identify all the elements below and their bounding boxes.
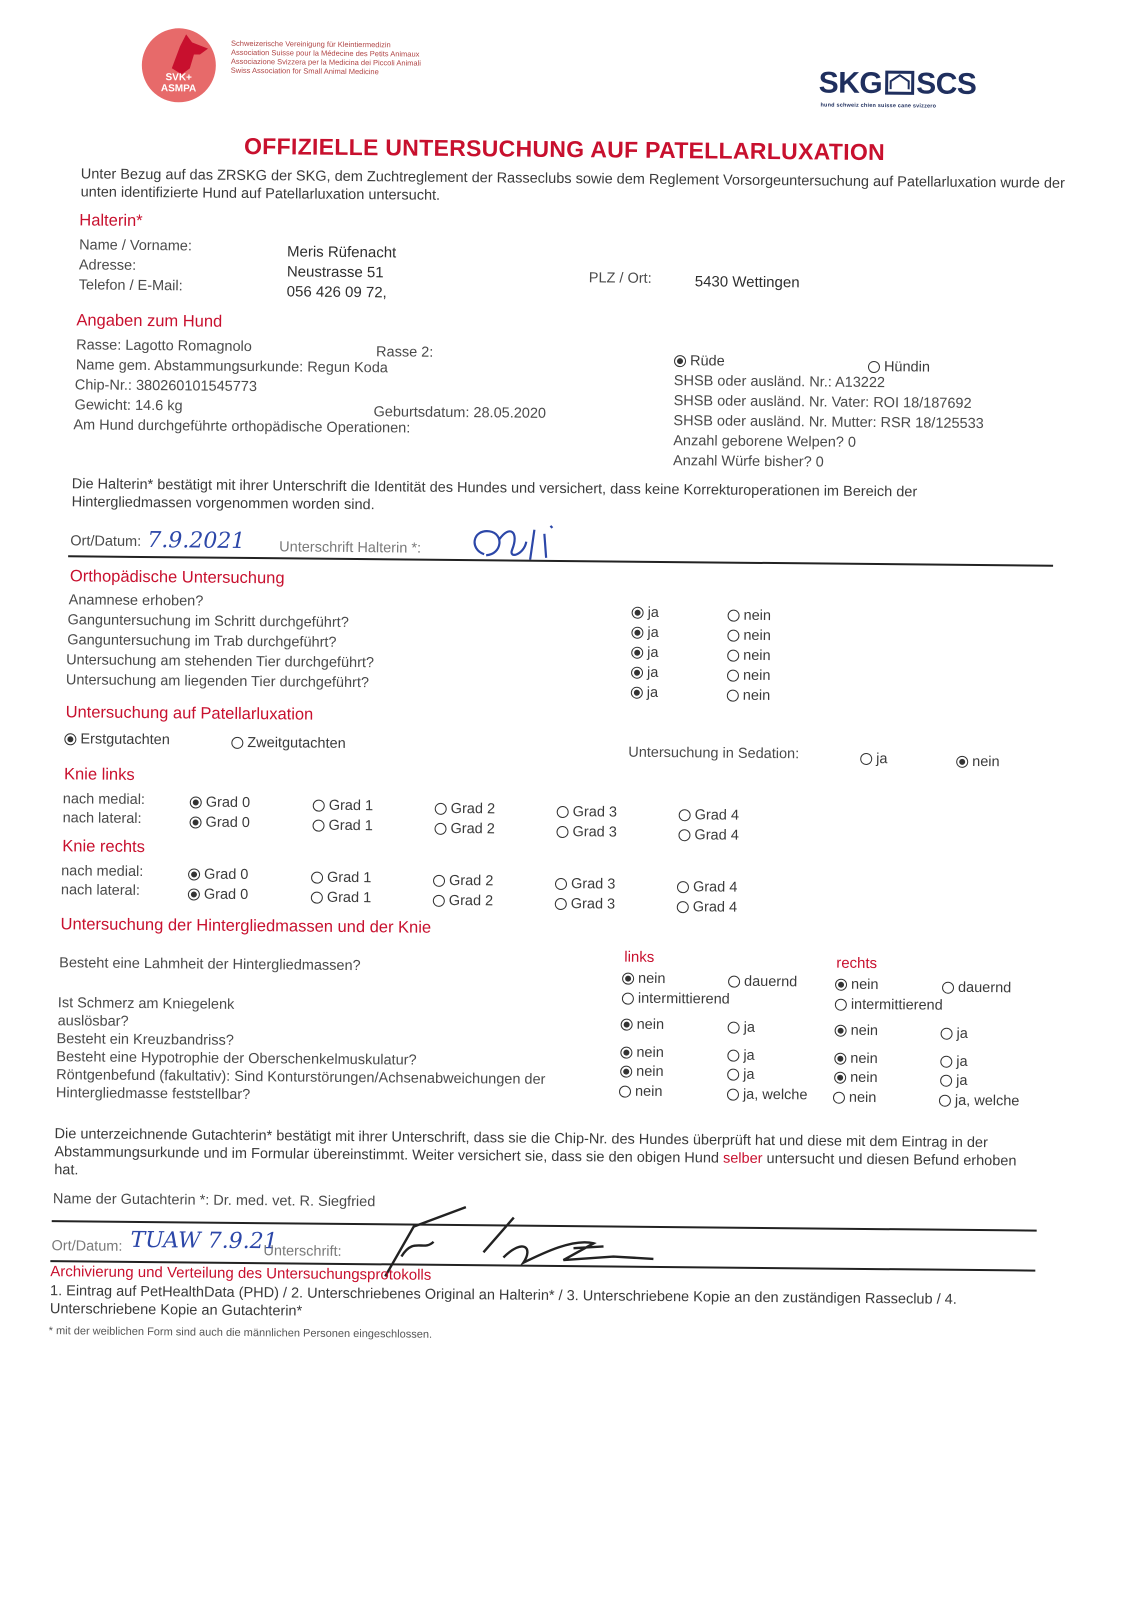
lameness-right-nein[interactable]: nein [835, 977, 879, 993]
intro-text: Unter Bezug auf das ZRSKG der SKG, dem Zuchtreglement der Rasseclubs sowie dem Reglement Vorsorgeuntersuchung auf Patellarluxation wurde der unten identifizierte Hund auf Patellarluxation untersucht. [80, 166, 1065, 204]
radio-icon [940, 1056, 952, 1068]
ortho-no-radio[interactable]: nein [728, 608, 772, 624]
cruciate-left-ja[interactable]: ja [727, 1048, 754, 1064]
radio-icon [678, 829, 690, 841]
radio-icon [188, 868, 200, 880]
pain-left-nein[interactable]: nein [621, 1017, 665, 1033]
grade-radio[interactable]: Grad 4 [679, 807, 739, 824]
knee-right-heading: Knie rechts [62, 837, 145, 857]
ortho-no-radio[interactable]: nein [727, 628, 771, 644]
owner-signature [464, 519, 574, 570]
xray-left-nein[interactable]: nein [619, 1084, 663, 1100]
dog-shsb-father: SHSB oder ausländ. Nr. Vater: ROI 18/187692 [673, 393, 972, 412]
radio-icon [620, 1066, 632, 1078]
radio-icon [231, 737, 243, 749]
lameness-left-intermittierend[interactable]: intermittierend [622, 991, 730, 1008]
radio-icon [621, 1019, 633, 1031]
radio-icon [727, 1069, 739, 1081]
sedation-no-radio[interactable]: nein [956, 754, 1000, 770]
radio-icon [727, 630, 739, 642]
radio-icon [868, 361, 880, 373]
cruciate-right-ja[interactable]: ja [940, 1054, 967, 1070]
radio-icon [190, 816, 202, 828]
svk-logo [141, 28, 216, 103]
radio-icon [835, 1025, 847, 1037]
ortho-yes-radio[interactable]: ja [631, 645, 658, 661]
lameness-left-nein[interactable]: nein [622, 971, 666, 987]
ortho-no-radio[interactable]: nein [727, 668, 771, 684]
radio-icon [677, 901, 689, 913]
sedation-yes-radio[interactable]: ja [860, 751, 887, 767]
radio-icon [939, 1095, 951, 1107]
grade-radio[interactable]: Grad 0 [189, 814, 249, 831]
sex-male-radio[interactable]: Rüde [674, 353, 725, 369]
grade-radio[interactable]: Grad 3 [555, 876, 615, 893]
radio-icon [727, 670, 739, 682]
pain-right-ja[interactable]: ja [941, 1026, 968, 1042]
radio-icon [833, 1092, 845, 1104]
ortho-question: Untersuchung am stehenden Tier durchgeführt? [66, 652, 375, 672]
hypotrophy-right-ja[interactable]: ja [940, 1073, 967, 1089]
hypotrophy-left-nein[interactable]: nein [620, 1064, 664, 1080]
hind-q4: Besteht eine Hypotrophie der Oberschenkelmuskulatur? [56, 1049, 417, 1069]
radio-icon [631, 647, 643, 659]
ortho-heading: Orthopädische Untersuchung [69, 567, 285, 588]
knee-right-medial-label: nach medial: [61, 863, 144, 881]
radio-icon [677, 881, 689, 893]
second-report-radio[interactable]: Zweitgutachten [231, 735, 345, 752]
grade-radio[interactable]: Grad 2 [433, 893, 493, 910]
radio-icon [555, 898, 567, 910]
ortho-yes-radio[interactable]: ja [631, 625, 658, 641]
radio-icon [556, 826, 568, 838]
owner-address-label: Adresse: [78, 257, 137, 274]
owner-phone-label: Telefon / E-Mail: [78, 277, 183, 295]
owner-confirmation: Die Halterin* bestätigt mit ihrer Unterschrift die Identität des Hundes und versichert, dass keine Korrekturoperationen im Bereich der Hintergliedmassen vorgenommen worden sind. [71, 476, 918, 514]
ortho-question: Ganguntersuchung im Trab durchgeführt? [67, 632, 337, 651]
ortho-question: Anamnese erhoben? [68, 592, 204, 610]
lameness-right-intermittierend[interactable]: intermittierend [835, 997, 943, 1014]
lameness-left-dauernd[interactable]: dauernd [728, 974, 797, 991]
xray-right-ja-welche[interactable]: ja, welche [939, 1093, 1020, 1110]
radio-icon [631, 667, 643, 679]
ortho-question: Ganguntersuchung im Schritt durchgeführt? [67, 612, 349, 631]
svk-association-names: Schweizerische Vereinigung für Kleintiermedizin Association Suisse pour la Médecine des Petits Animaux Associazione Svizzera per la Medicina dei Piccoli Animali Swiss Association for Small Animal Medicine [230, 38, 422, 77]
grade-radio[interactable]: Grad 2 [434, 821, 494, 838]
radio-icon [727, 650, 739, 662]
radio-icon [435, 803, 447, 815]
radio-icon [555, 878, 567, 890]
dog-breed: Rasse: Lagotto Romagnolo [76, 337, 252, 356]
radio-icon [190, 796, 202, 808]
radio-icon [619, 1086, 631, 1098]
owner-date-handwritten: 7.9.2021 [147, 528, 246, 554]
hypotrophy-left-ja[interactable]: ja [727, 1067, 754, 1083]
grade-radio[interactable]: Grad 1 [312, 818, 372, 835]
radio-icon [727, 1089, 739, 1101]
owner-name-value: Meris Rüfenacht [286, 243, 397, 262]
radio-icon [727, 1050, 739, 1062]
ortho-question: Untersuchung am liegenden Tier durchgeführt? [65, 672, 370, 692]
patella-heading: Untersuchung auf Patellarluxation [65, 703, 314, 724]
radio-icon [311, 892, 323, 904]
radio-icon [860, 753, 872, 765]
owner-signature-label: Unterschrift Halterin *: [279, 539, 422, 557]
grade-radio[interactable]: Grad 1 [311, 890, 371, 907]
skg-logo: SKG SCS [818, 66, 977, 101]
dog-shsb-mother: SHSB oder ausländ. Nr. Mutter: RSR 18/125533 [673, 413, 984, 433]
skg-subtitle: hund schweiz chien suisse cane svizzero [820, 102, 937, 110]
hypotrophy-right-nein[interactable]: nein [834, 1070, 878, 1086]
dog-shsb: SHSB oder ausländ. Nr.: A13222 [673, 373, 886, 392]
owner-phone-value: 056 426 09 72, [286, 283, 387, 302]
radio-icon [834, 1053, 846, 1065]
hind-right-heading: rechts [836, 954, 878, 973]
knee-left-lateral-label: nach lateral: [62, 810, 142, 827]
grade-radio[interactable]: Grad 2 [435, 801, 495, 818]
hind-left-heading: links [624, 948, 655, 966]
vet-date-handwritten: TUAW 7.9.21 [130, 1227, 278, 1255]
dog-weight: Gewicht: 14.6 kg [74, 397, 183, 415]
radio-icon [622, 973, 634, 985]
archive-heading: Archivierung und Verteilung des Untersuchungsprotokolls [50, 1263, 432, 1284]
radio-icon [941, 1028, 953, 1040]
first-report-radio[interactable]: Erstgutachten [64, 731, 170, 748]
cruciate-right-nein[interactable]: nein [834, 1051, 878, 1067]
radio-icon [313, 800, 325, 812]
radio-icon [622, 993, 634, 1005]
grade-radio[interactable]: Grad 4 [677, 899, 737, 916]
radio-icon [942, 982, 954, 994]
dog-litters: Anzahl Würfe bisher? 0 [672, 453, 824, 471]
radio-icon [188, 888, 200, 900]
dog-name: Name gem. Abstammungsurkunde: Regun Koda [75, 357, 388, 377]
vet-confirmation: Die unterzeichnende Gutachterin* bestätigt mit ihrer Unterschrift, dass sie die Chip-Nr. des Hundes überprüft hat und diese mit dem Eintrag in der Abstammungsurkunde und im Formular übereinstimmt. Weiter versichert sie, dass sie den obigen Hund selber untersucht und diesen Befund erhoben hat. [54, 1126, 1017, 1179]
dog-puppies: Anzahl geborene Welpen? 0 [673, 433, 857, 451]
hind-q5a: Röntgenbefund (fakultativ): Sind Konturstörungen/Achsenabweichungen der [56, 1067, 546, 1088]
grade-radio[interactable]: Grad 3 [555, 896, 615, 913]
radio-icon [434, 823, 446, 835]
radio-icon [956, 756, 968, 768]
dog-breed2: Rasse 2: [376, 344, 434, 361]
footnote: * mit der weiblichen Form sind auch die männlichen Personen eingeschlossen. [48, 1325, 433, 1341]
hind-q2b: auslösbar? [57, 1013, 129, 1030]
radio-icon [631, 627, 643, 639]
radio-icon [311, 872, 323, 884]
svk-label: SVK+ ASMPA [160, 72, 197, 95]
radio-icon [674, 355, 686, 367]
owner-address-value: Neustrasse 51 [286, 263, 384, 282]
hind-q2a: Ist Schmerz am Kniegelenk [57, 995, 235, 1013]
vet-name: Name der Gutachterin *: Dr. med. vet. R. Siegfried [52, 1191, 376, 1211]
grade-radio[interactable]: Grad 3 [556, 824, 616, 841]
radio-icon [433, 895, 445, 907]
page-title: OFFIZIELLE UNTERSUCHUNG AUF PATELLARLUXATION [243, 132, 886, 166]
xray-right-nein[interactable]: nein [833, 1090, 877, 1106]
owner-heading: Halterin* [79, 211, 143, 230]
vet-date-label: Ort/Datum: [51, 1238, 123, 1255]
dog-chip: Chip-Nr.: 380260101545773 [74, 377, 258, 396]
grade-radio[interactable]: Grad 0 [190, 794, 250, 811]
vet-signature-label: Unterschrift: [263, 1243, 342, 1260]
grade-radio[interactable]: Grad 4 [677, 879, 737, 896]
grade-radio[interactable]: Grad 0 [188, 866, 248, 883]
ortho-yes-radio[interactable]: ja [632, 605, 659, 621]
radio-icon [727, 690, 739, 702]
xray-left-ja-welche[interactable]: ja, welche [727, 1087, 808, 1104]
grade-radio[interactable]: Grad 4 [678, 827, 738, 844]
sex-female-radio[interactable]: Hündin [868, 359, 930, 376]
hind-q1: Besteht eine Lahmheit der Hintergliedmassen? [59, 955, 361, 975]
hind-q3: Besteht ein Kreuzbandriss? [56, 1031, 234, 1049]
ortho-no-radio[interactable]: nein [727, 648, 771, 664]
archive-text: 1. Eintrag auf PetHealthData (PHD) / 2. Unterschriebenes Original an Halterin* / 3. Unterschriebene Kopie an den zuständigen Rasseclub / 4. Unterschriebene Kopie an Gutachterin* [49, 1283, 957, 1320]
radio-icon [728, 1022, 740, 1034]
radio-icon [557, 806, 569, 818]
knee-left-medial-label: nach medial: [62, 791, 146, 809]
dog-birth: Geburtsdatum: 28.05.2020 [373, 404, 547, 422]
radio-icon [940, 1075, 952, 1087]
radio-icon [834, 1072, 846, 1084]
radio-icon [433, 875, 445, 887]
grade-radio[interactable]: Grad 2 [433, 873, 493, 890]
pain-right-nein[interactable]: nein [835, 1023, 879, 1039]
radio-icon [728, 976, 740, 988]
grade-radio[interactable]: Grad 0 [188, 886, 248, 903]
dog-operations: Am Hund durchgeführte orthopädische Operationen: [73, 417, 411, 437]
radio-icon [620, 1047, 632, 1059]
radio-icon [835, 979, 847, 991]
radio-icon [64, 733, 76, 745]
sedation-label: Untersuchung in Sedation: [628, 744, 800, 763]
house-icon [884, 69, 914, 95]
owner-city-label: PLZ / Ort: [588, 270, 652, 287]
radio-icon [632, 607, 644, 619]
grade-radio[interactable]: Grad 1 [311, 870, 371, 887]
lameness-right-dauernd[interactable]: dauernd [942, 980, 1011, 997]
pain-left-ja[interactable]: ja [728, 1020, 755, 1036]
radio-icon [679, 809, 691, 821]
knee-right-lateral-label: nach lateral: [60, 882, 140, 899]
radio-icon [631, 687, 643, 699]
radio-icon [312, 820, 324, 832]
ortho-yes-radio[interactable]: ja [631, 685, 658, 701]
knee-left-heading: Knie links [63, 765, 135, 784]
hind-q5b: Hintergliedmasse feststellbar? [55, 1085, 251, 1104]
cruciate-left-nein[interactable]: nein [620, 1045, 664, 1061]
radio-icon [835, 999, 847, 1011]
owner-city-value: 5430 Wettingen [694, 273, 800, 292]
grade-radio[interactable]: Grad 3 [557, 804, 617, 821]
owner-name-label: Name / Vorname: [79, 237, 193, 255]
ortho-yes-radio[interactable]: ja [631, 665, 658, 681]
ortho-no-radio[interactable]: nein [727, 688, 771, 704]
grade-radio[interactable]: Grad 1 [313, 798, 373, 815]
hind-heading: Untersuchung der Hintergliedmassen und der Knie [60, 915, 432, 937]
dog-heading: Angaben zum Hund [76, 311, 223, 331]
radio-icon [728, 610, 740, 622]
owner-date-label: Ort/Datum: [70, 533, 142, 550]
